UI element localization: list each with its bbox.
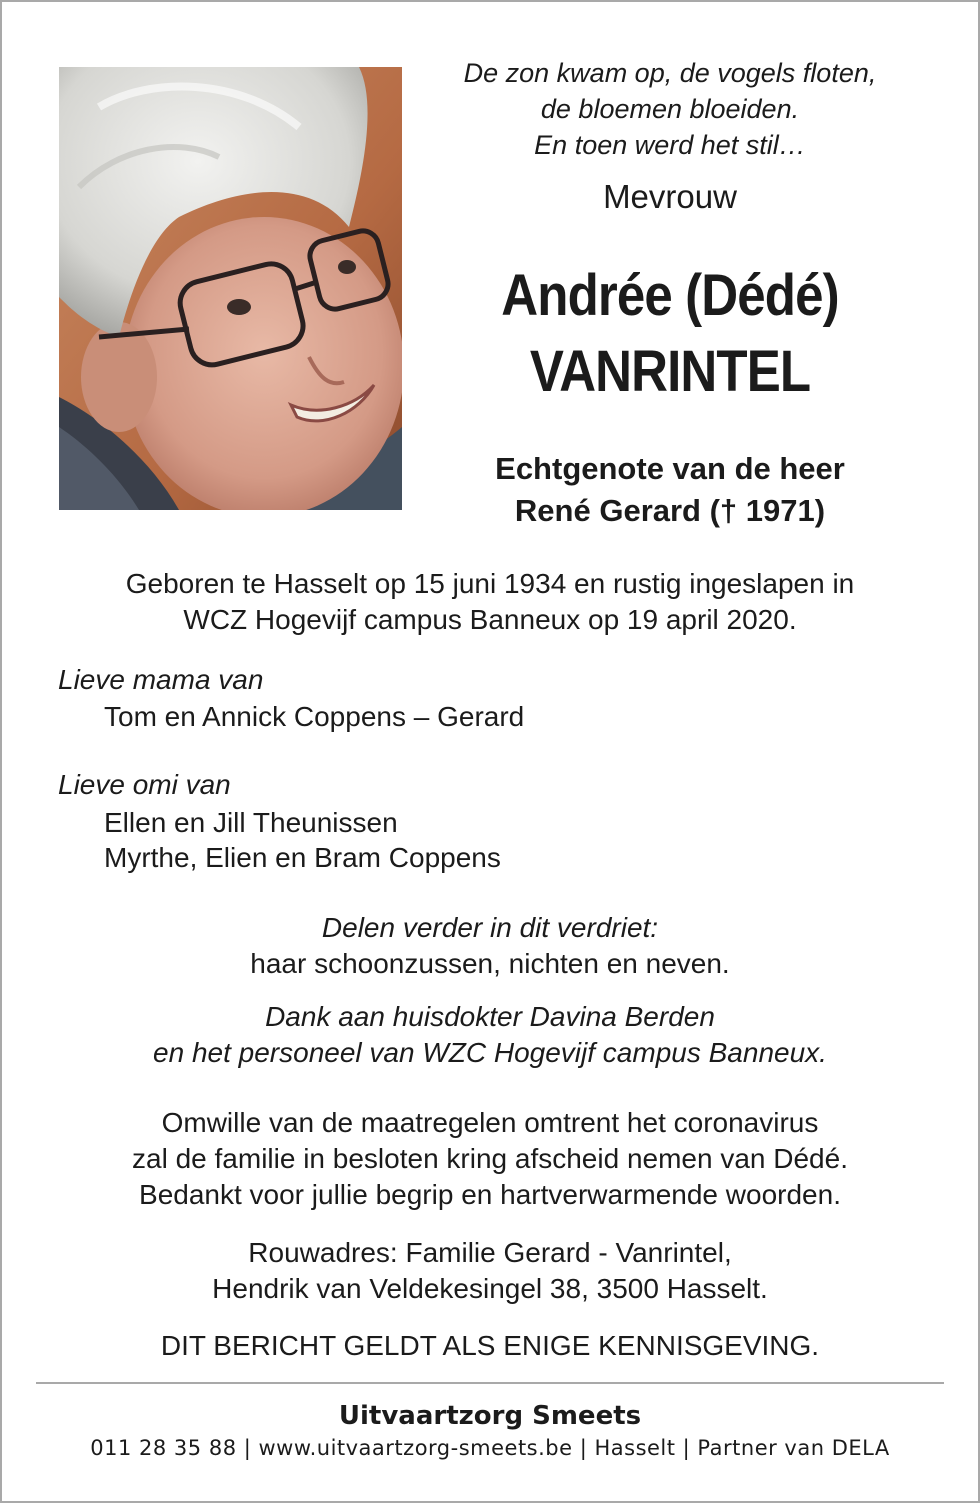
birth-line: Geboren te Hasselt op 15 juni 1934 en rustig ingeslapen in — [125, 568, 855, 599]
footer-divider — [36, 1382, 944, 1384]
portrait-illustration — [59, 67, 402, 510]
grandchildren-list — [104, 805, 501, 875]
corona-line: Omwille van de maatregelen omtrent het coronavirus — [161, 1107, 819, 1138]
thanks-note — [40, 999, 940, 1071]
thanks-line: Dank aan huisdokter Davina Berden — [265, 1001, 715, 1032]
deceased-name: Andrée (Dédé) — [501, 263, 839, 328]
list-item: Myrthe, Elien en Bram Coppens — [104, 842, 501, 873]
spouse-line: René Gerard († 1971) — [514, 493, 826, 528]
spouse-info — [410, 448, 930, 532]
corona-note — [40, 1105, 940, 1213]
spouse-line: Echtgenote van de heer — [495, 451, 845, 486]
mother-of-label: Lieve mama van — [58, 664, 264, 695]
verse-line: de bloemen bloeiden. — [540, 94, 800, 124]
shared-grief-label: Delen verder in dit verdriet: — [321, 912, 659, 943]
deceased-surname: VANRINTEL — [529, 339, 811, 404]
funeral-company-name: Uitvaartzorg Smeets — [338, 1401, 642, 1431]
salutation: Mevrouw — [603, 178, 737, 215]
children-list — [104, 699, 524, 734]
list-item: Ellen en Jill Theunissen — [104, 807, 398, 838]
corona-line: zal de familie in besloten kring afscheid nemen van Dédé. — [132, 1143, 848, 1174]
mourning-address — [40, 1235, 940, 1307]
address-line: Rouwadres: Familie Gerard - Vanrintel, — [248, 1237, 732, 1268]
corona-line: Bedankt voor jullie begrip en hartverwarmende woorden. — [139, 1179, 841, 1210]
birth-line: WCZ Hogevijf campus Banneux op 19 april 2020. — [183, 604, 797, 635]
funeral-company-contact: 011 28 35 88 | www.uitvaartzorg-smeets.be | Hasselt | Partner van DELA — [90, 1436, 890, 1460]
shared-grief-text: haar schoonzussen, nichten en neven. — [250, 948, 730, 979]
portrait-photo — [59, 67, 402, 510]
memorial-verse — [410, 55, 930, 163]
address-line: Hendrik van Veldekesingel 38, 3500 Hasselt. — [212, 1273, 768, 1304]
official-notice: DIT BERICHT GELDT ALS ENIGE KENNISGEVING. — [160, 1330, 820, 1361]
grandmother-of-label: Lieve omi van — [58, 769, 231, 800]
birth-death-info — [40, 566, 940, 638]
thanks-line: en het personeel van WZC Hogevijf campus Banneux. — [153, 1037, 827, 1068]
list-item: Tom en Annick Coppens – Gerard — [104, 701, 525, 732]
verse-line: De zon kwam op, de vogels floten, — [463, 58, 877, 88]
verse-line: En toen werd het stil… — [534, 130, 806, 160]
